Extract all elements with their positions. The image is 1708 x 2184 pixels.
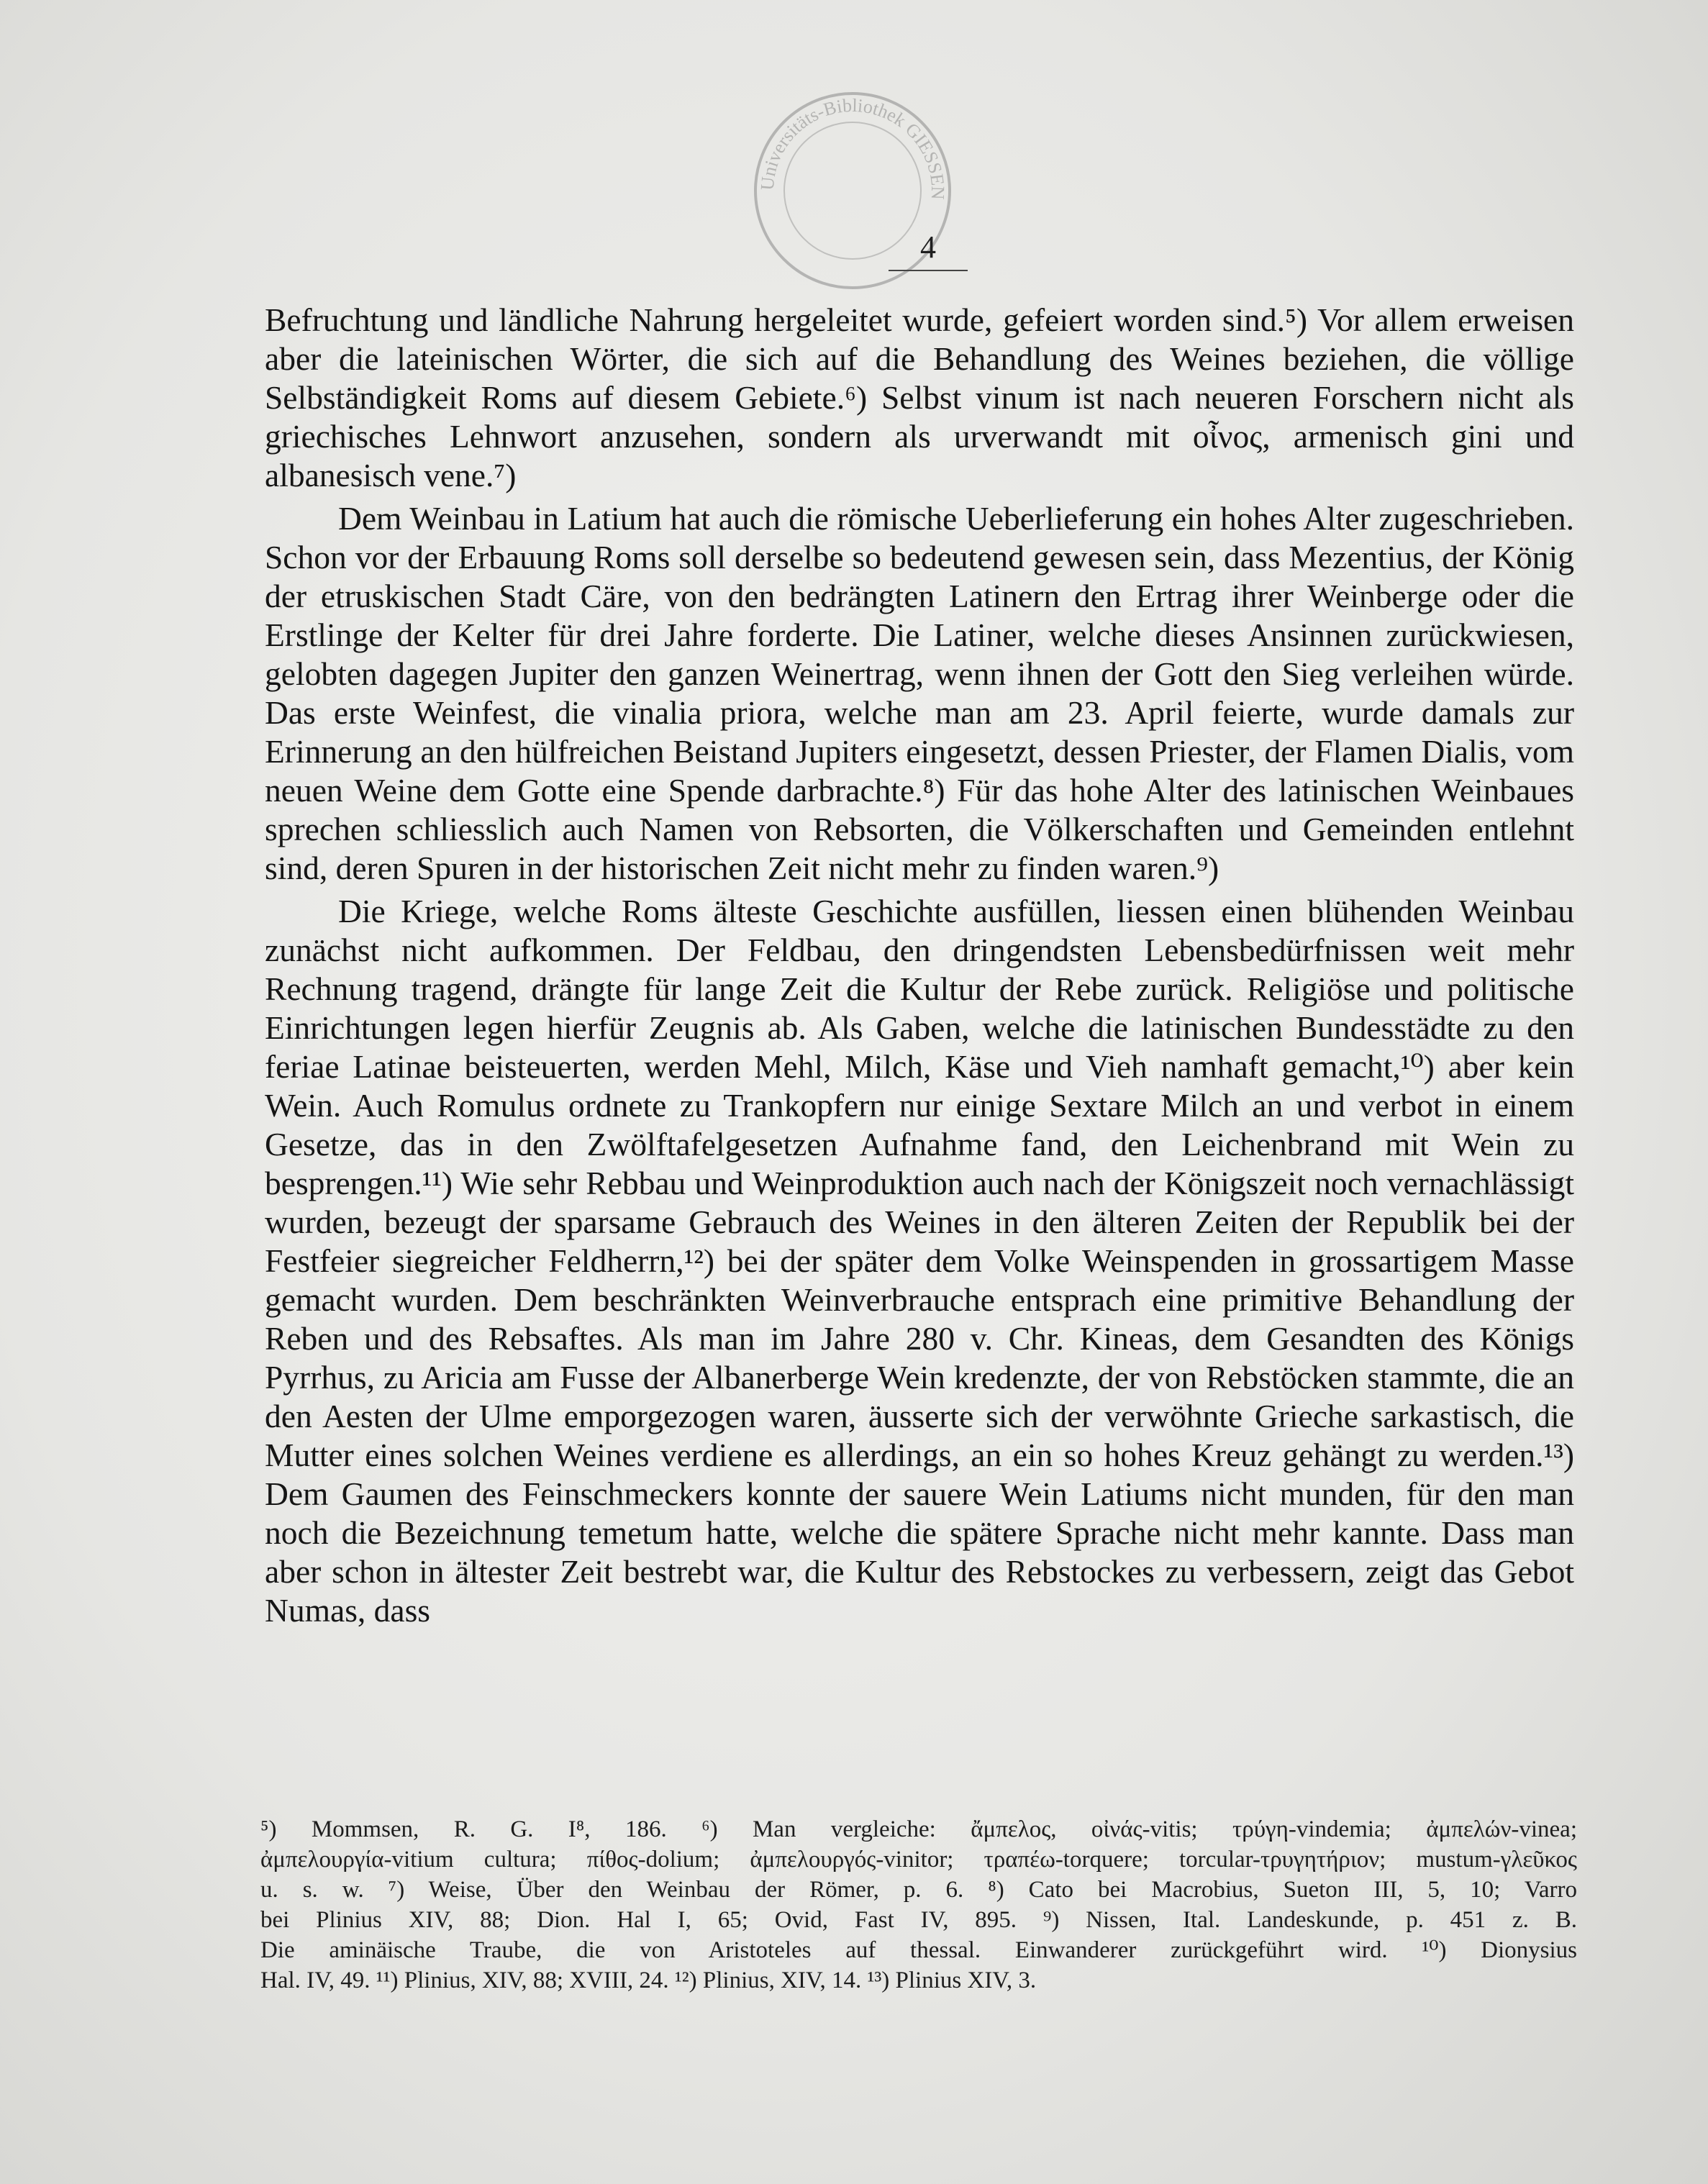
- footnote-line: u. s. w. ⁷) Weise, Über den Weinbau der Römer, p. 6. ⁸) Cato bei Macrobius, Sueton III, 5, 10; Varro: [260, 1877, 1577, 1903]
- svg-text:Universitäts-Bibliothek GIESSE: Universitäts-Bibliothek GIESSEN: [756, 94, 949, 200]
- footnote-line: ἀμπελουργία-vitium cultura; πίθος-dolium; ἀμπελουργός-vinitor; τραπέω-torquere; torcular-τρυγητήριον; mustum-γλεῦκος: [260, 1847, 1577, 1873]
- footnote-line: Hal. IV, 49. ¹¹) Plinius, XIV, 88; XVIII, 24. ¹²) Plinius, XIV, 14. ¹³) Plinius XIV, 3.: [260, 1967, 1037, 1993]
- footnotes: [260, 1814, 1577, 1996]
- footnote-line: bei Plinius XIV, 88; Dion. Hal I, 65; Ovid, Fast IV, 895. ⁹) Nissen, Ital. Landeskunde, p. 451 z. B.: [260, 1907, 1577, 1933]
- page-number: 4: [863, 229, 993, 271]
- paragraph: Die Kriege, welche Roms älteste Geschichte ausfüllen, liessen einen blühenden Weinbau zunächst nicht aufkommen. Der Feldbau, den dringendsten Lebensbedürfnissen weit mehr Rechnung tragend, drängte für lange Zeit die Kultur der Rebe zurück. Religiöse und politische Einrichtungen legen hierfür Zeugnis ab. Als Gaben, welche die latinischen Bundesstädte zu den feriae Latinae beisteuerten, werden Mehl, Milch, Käse und Vieh namhaft gemacht,¹⁰) aber kein Wein. Auch Romulus ordnete zu Trankopfern nur einige Sextare Milch an und verbot in einem Gesetze, das in den Zwölftafelgesetzen Aufnahme fand, den Leichenbrand mit Wein zu besprengen.¹¹) Wie sehr Rebbau und Weinproduktion auch nach der Königszeit noch vernachlässigt wurden, bezeugt der sparsame Gebrauch des Weines in den älteren Zeiten der Republik bei der Festfeier siegreicher Feldherrn,¹²) bei der später dem Volke Weinspenden in grossartigem Masse gemacht wurden. Dem beschränkten Weinverbrauche entsprach eine primitive Behandlung der Reben und des Rebsaftes. Als man im Jahre 280 v. Chr. Kineas, dem Gesandten des Königs Pyrrhus, zu Aricia am Fusse der Albanerberge Wein kredenzte, der von Rebstöcken stammte, die an den Aesten der Ulme emporgezogen waren, äusserte sich der verwöhnte Grieche sarkastisch, die Mutter eines solchen Weines verdiene es allerdings, an ein so hohes Kreuz gehängt zu werden.¹³) Dem Gaumen des Feinschmeckers konnte der sauere Wein Latiums nicht munden, für den man noch die Bezeichnung temetum hatte, welche die spätere Sprache nicht mehr kannte. Dass man aber schon in ältester Zeit bestrebt war, die Kultur des Rebstockes zu verbessern, zeigt das Gebot Numas, dass: [265, 893, 1574, 1629]
- main-text: [265, 301, 1574, 1630]
- footnote-line: ⁵) Mommsen, R. G. I⁸, 186. ⁶) Man vergleiche: ἄμπελος, οἰνάς-vitis; τρύγη-vindemia; ἀμπελών-vinea;: [260, 1816, 1577, 1842]
- footnote-line: Die aminäische Traube, die von Aristoteles auf thessal. Einwanderer zurückgeführt wird. ¹⁰) Dionysius: [260, 1937, 1577, 1963]
- paragraph: Dem Weinbau in Latium hat auch die römische Ueberlieferung ein hohes Alter zugeschrieben. Schon vor der Erbauung Roms soll derselbe so bedeutend gewesen sein, dass Mezentius, der König der etruskischen Stadt Cäre, von den bedrängten Latinern den Ertrag ihrer Weinberge oder die Erstlinge der Kelter für drei Jahre forderte. Die Latiner, welche dieses Ansinnen zurückwiesen, gelobten dagegen Jupiter den ganzen Weinertrag, wenn ihnen der Gott den Sieg verleihen würde. Das erste Weinfest, die vinalia priora, welche man am 23. April feierte, wurde damals zur Erinnerung an den hülfreichen Beistand Jupiters eingesetzt, dessen Priester, der Flamen Dialis, vom neuen Weine dem Gotte eine Spende darbrachte.⁸) Für das hohe Alter des latinischen Weinbaues sprechen schliesslich auch Namen von Rebsorten, die Völkerschaften und Gemeinden entlehnt sind, deren Spuren in der historischen Zeit nicht mehr zu finden waren.⁹): [265, 500, 1574, 886]
- paragraph: Befruchtung und ländliche Nahrung hergeleitet wurde, gefeiert worden sind.⁵) Vor allem erweisen aber die lateinischen Wörter, die sich auf die Behandlung des Weines beziehen, die völlige Selbständigkeit Roms auf diesem Gebiete.⁶) Selbst vinum ist nach neueren Forschern nicht als griechisches Lehnwort anzusehen, sondern als urverwandt mit οἶνος, armenisch gini und albanesisch vene.⁷): [265, 301, 1574, 493]
